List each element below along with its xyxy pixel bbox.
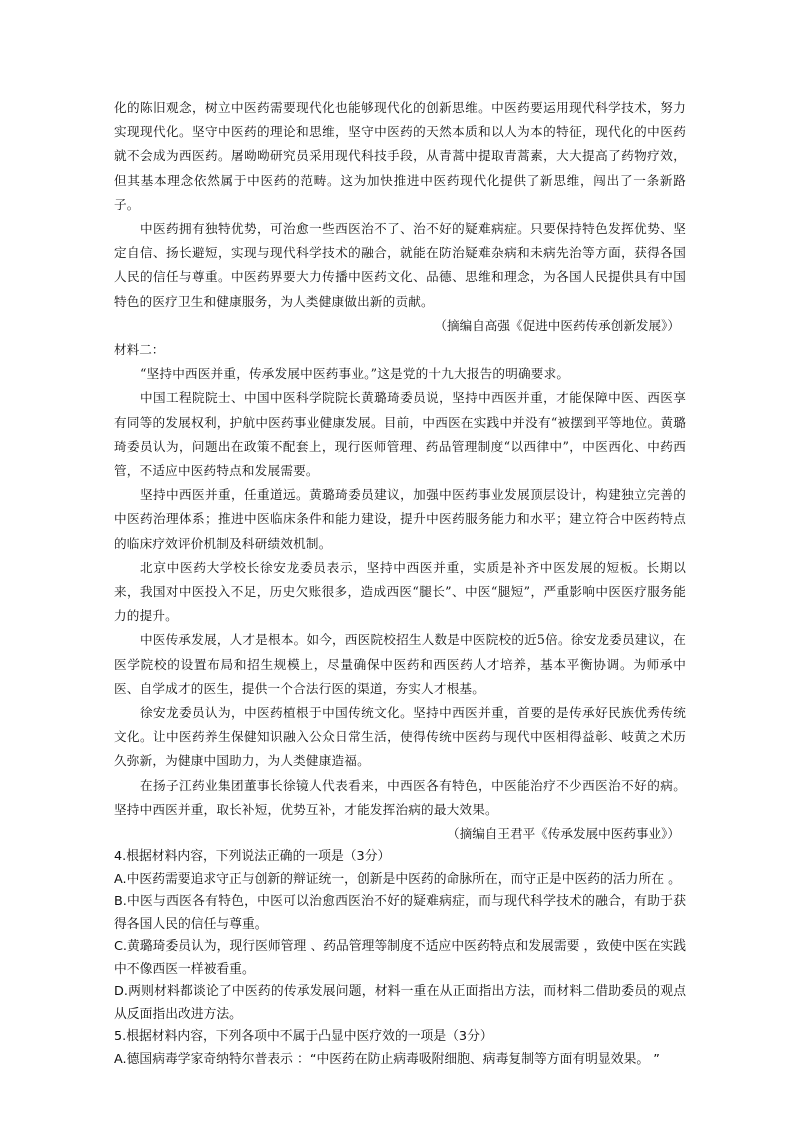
document-page xyxy=(114,96,686,1071)
material2-paragraph: 中国工程院院士、中国中医科学院院长黄璐琦委员说，坚持中西医并重，才能保障中医、西医享有同等的发展权利，护航中医药事业健康发展。目前，中西医在实践中并没有“被摆到平等地位。黄璐琦委员认为，问题出在政策不配套上，现行医师管理、药品管理制度“以西律中”，中医西化、中药西管，不适应中医药特点和发展需要。 xyxy=(114,390,686,479)
material2-paragraph: 中医传承发展，人才是根本。如今，西医院校招生人数是中医院校的近5倍。徐安龙委员建议，在医学院校的设置布局和招生规模上，尽量确保中医药和西医药人才培养，基本平衡协调。为师承中医、自学成才的医生，提供一个合法行医的渠道，夯实人才根基。 xyxy=(114,632,686,696)
material2-paragraph: 坚持中西医并重，任重道远。黄璐琦委员建议，加强中医药事业发展顶层设计，构建独立完善的中医药治理体系；推进中医临床条件和能力建设，提升中医药服务能力和水平；建立符合中医药特点的临床疗效评价机制及科研绩效机制。 xyxy=(114,487,686,551)
material1-source: （摘编自高强《促进中医药传承创新发展》） xyxy=(434,317,680,333)
material2-paragraph: 在扬子江药业集团董事长徐镜人代表看来，中西医各有特色，中医能治疗不少西医治不好的病。坚持中西医并重，取长补短，优势互补，才能发挥治病的最大效果。 xyxy=(114,777,686,817)
material2-paragraph: 北京中医药大学校长徐安龙委员表示，坚持中西医并重，实质是补齐中医发展的短板。长期以来，我国对中医投入不足，历史欠账很多，造成西医“腿长”、中医“腿短”，严重影响中医医疗服务能力的提升。 xyxy=(114,559,686,624)
material1-paragraph-2: 中医药拥有独特优势，可治愈一些西医治不了、治不好的疑难病症。只要保持特色发挥优势、坚定自信、扬长避短，实现与现代科学技术的融合，就能在防治疑难杂病和未病先治等方面，获得各国人民的信任与尊重。中医药界要大力传播中医药文化、品德、思维和理念，为各国人民提供具有中国特色的医疗卫生和健康服务，为人类健康做出新的贡献。 xyxy=(114,221,686,309)
question-4-option-a: A.中医药需要追求守正与创新的辩证统一，创新是中医药的命脉所在，而守正是中医药的活力所在 。 xyxy=(114,871,681,887)
question-4-stem: 4.根据材料内容，下列说法正确的一项是（3分） xyxy=(114,849,391,865)
material1-paragraph-1: 化的陈旧观念，树立中医药需要现代化也能够现代化的创新思维。中医药要运用现代科学技术，努力实现现代化。坚守中医药的理论和思维，坚守中医药的天然本质和以人为本的特征，现代化的中医药就不会成为西医药。屠呦呦研究员采用现代科技手段，从青蒿中提取青蒿素，大大提高了药物疗效，但其基本理念依然属于中医药的范畴。这为加快推进中医药现代化提供了新思维，闯出了一条新路子。 xyxy=(114,100,686,212)
question-5-stem: 5.根据材料内容，下列各项中不属于凸显中医疗效的一项是（3分） xyxy=(114,1029,493,1045)
question-5-option-a: A.德国病毒学家奇纳特尔普表示 ：“中医药在防止病毒吸附细胞、病毒复制等方面有明显效果。 ” xyxy=(114,1051,660,1067)
question-4-option-c: C.黄璐琦委员认为，现行医师管理 、药品管理等制度不适应中医药特点和发展需要 ，致使中医在实践中不像西医一样被看重。 xyxy=(114,939,686,977)
material2-paragraph: 徐安龙委员认为，中医药植根于中国传统文化。坚持中西医并重，首要的是传承好民族优秀传统文化。让中医药养生保健知识融入公众日常生活，使得传统中医药与现代中医相得益彰、岐黄之术历久弥新，为健康中国助力，为人类健康造福。 xyxy=(114,705,686,769)
question-4-option-d: D.两则材料都谈论了中医药的传承发展问题，材料一重在从正面指出方法，而材料二借助委员的观点从反面指出改进方法。 xyxy=(114,984,686,1022)
material2-source: （摘编自王君平《传承发展中医药事业》） xyxy=(447,826,680,842)
material2-paragraph: “坚持中西医并重，传承发展中医药事业。”这是党的十九大报告的明确要求。 xyxy=(140,366,570,382)
material2-heading: 材料二： xyxy=(114,342,165,358)
question-4-option-b: B.中医与西医各有特色，中医可以治愈西医治不好的疑难病症，而与现代科学技术的融合，有助于获得各国人民的信任与尊重。 xyxy=(114,894,686,932)
